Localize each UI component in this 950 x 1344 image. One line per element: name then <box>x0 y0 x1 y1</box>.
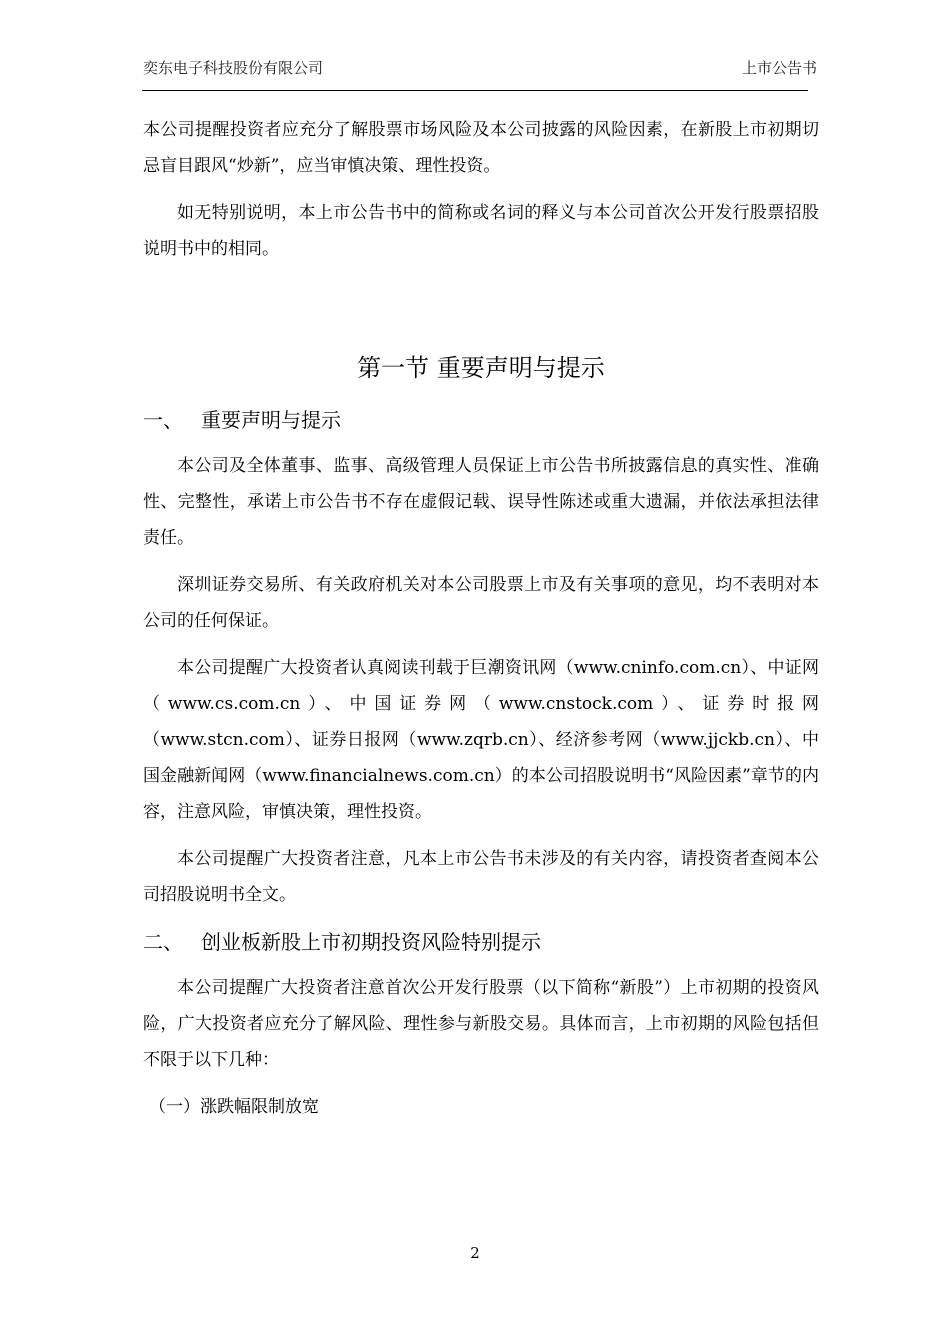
intro-paragraph-1: 本公司提醒投资者应充分了解股票市场风险及本公司披露的风险因素，在新股上市初期切忌盲目跟风“炒新”，应当审慎决策、理性投资。 <box>143 120 819 176</box>
header-divider <box>142 90 808 91</box>
page-number: 2 <box>470 1244 480 1262</box>
chapter-title: 第一节 重要声明与提示 <box>357 354 605 382</box>
section-1-paragraph: 深圳证券交易所、有关政府机关对本公司股票上市及有关事项的意见，均不表明对本公司的任何保证。 <box>143 575 819 631</box>
section-2-paragraph: 本公司提醒广大投资者注意首次公开发行股票（以下简称“新股”）上市初期的投资风险，广大投资者应充分了解风险、理性参与新股交易。具体而言，上市初期的风险包括但不限于以下几种： <box>143 978 819 1070</box>
section-2-number: 二、 <box>143 930 183 954</box>
section-2-subheading: （一）涨跌幅限制放宽 <box>149 1097 319 1117</box>
section-2-title: 创业板新股上市初期投资风险特别提示 <box>201 930 541 954</box>
header-company-name: 奕东电子科技股份有限公司 <box>143 59 324 77</box>
section-1-paragraph: 本公司提醒广大投资者认真阅读刊载于巨潮资讯网（www.cninfo.com.cn）、中证网（www.cs.com.cn）、中国证券网（www.cnstock.com）、证券时报网（www.stcn.com）、证券日报网（www.zqrb.cn）、经济参考网（www.jjckb.cn）、中国金融新闻网（www.financialnews.com.cn）的本公司招股说明书“风险因素”章节的内容，注意风险，审慎决策，理性投资。 <box>143 658 819 822</box>
header-document-type: 上市公告书 <box>741 59 817 77</box>
section-1-heading <box>143 402 819 438</box>
section-1-paragraph: 本公司及全体董事、监事、高级管理人员保证上市公告书所披露信息的真实性、准确性、完整性，承诺上市公告书不存在虚假记载、误导性陈述或重大遗漏，并依法承担法律责任。 <box>143 456 819 548</box>
section-2-heading <box>143 924 819 960</box>
section-1-paragraph: 本公司提醒广大投资者注意，凡本上市公告书未涉及的有关内容，请投资者查阅本公司招股说明书全文。 <box>143 849 819 905</box>
section-1-number: 一、 <box>143 408 183 432</box>
document-body <box>143 112 819 1125</box>
section-1-title: 重要声明与提示 <box>201 408 341 432</box>
intro-paragraph-2: 如无特别说明，本上市公告书中的简称或名词的释义与本公司首次公开发行股票招股说明书中的相同。 <box>143 203 819 259</box>
